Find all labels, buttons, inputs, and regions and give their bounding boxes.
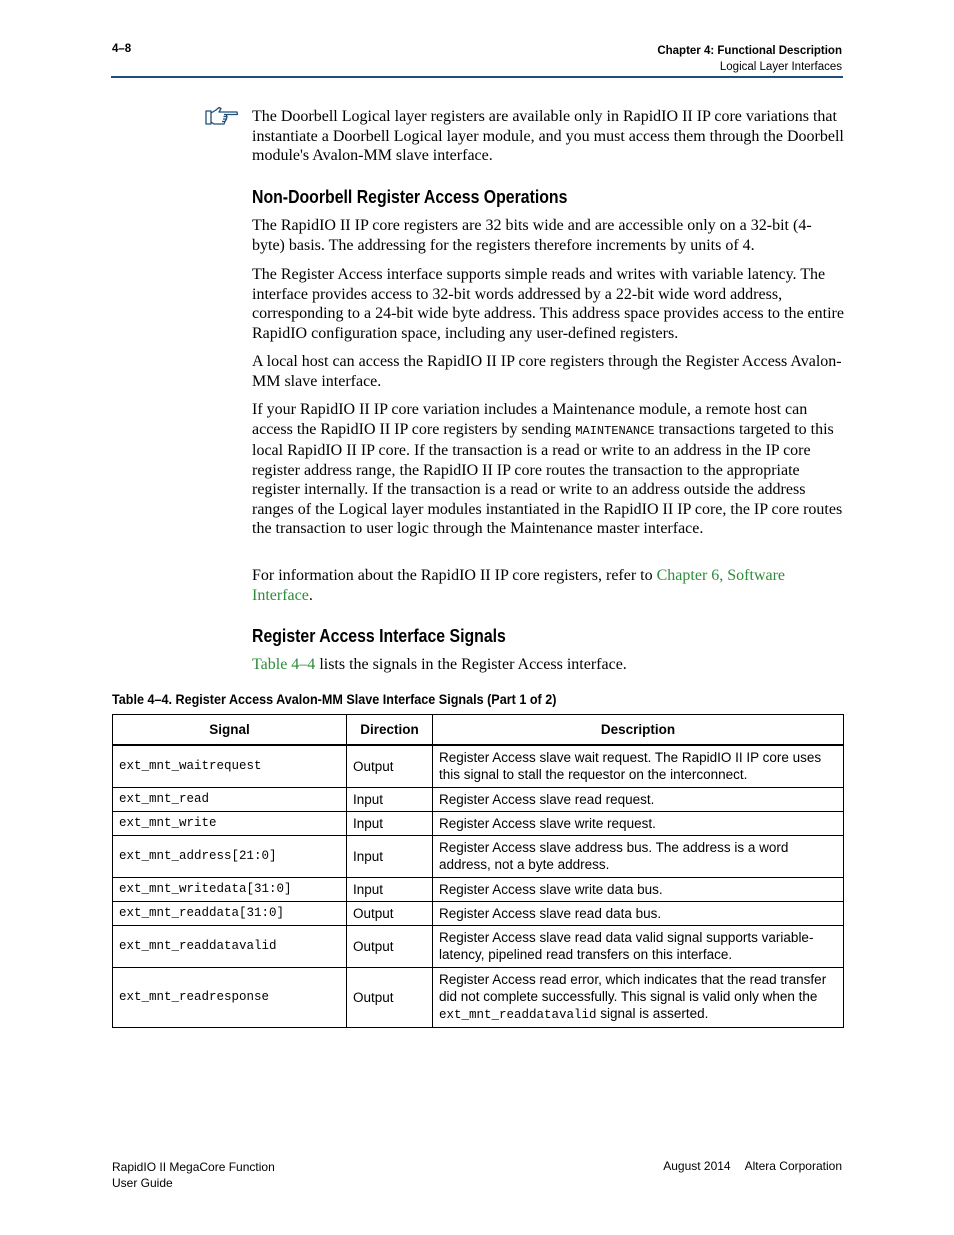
table-row (113, 787, 844, 811)
column-header: Direction (347, 715, 433, 746)
chapter-6-link[interactable]: Chapter 6, Software Interface (252, 567, 786, 604)
description-text: signal is asserted. (596, 1005, 709, 1021)
description-cell: Register Access slave read request. (433, 787, 844, 811)
paragraph (252, 566, 844, 605)
header-rule (111, 76, 843, 78)
paragraph: The Register Access interface supports simple reads and writes with variable latency. The interface provides access to 32-bit words addressed by a 22-bit wide word address, corresponding to a 24-bit wide byte address. This address space provides access to the entire RapidIO configuration space, including any user-defined registers. (252, 266, 844, 342)
footer-date: August 2014 (663, 1159, 731, 1173)
page-number: 4–8 (112, 43, 132, 55)
table-row (113, 835, 844, 877)
description-cell: Register Access slave wait request. The RapidIO II IP core uses this signal to stall the requestor on the interconnect. (433, 745, 844, 787)
table-row (113, 901, 844, 925)
description-text: Register Access read error, which indicates that the read transfer did not complete successfully. This signal is valid only when the (439, 971, 827, 1004)
signal-cell: ext_mnt_address[21:0] (113, 835, 347, 877)
table-row (113, 925, 844, 967)
para-remote-host (252, 400, 844, 539)
direction-cell: Input (347, 811, 433, 835)
paragraph (252, 400, 844, 539)
signal-cell: ext_mnt_readresponse (113, 967, 347, 1027)
footer-doc: User Guide (112, 1176, 173, 1190)
signal-cell: ext_mnt_readdatavalid (113, 925, 347, 967)
direction-cell: Input (347, 877, 433, 901)
paragraph-text: If your RapidIO II IP core variation includes a Maintenance module, a remote host can access the RapidIO II IP core registers by sending (252, 401, 808, 438)
paragraph-text: For information about the RapidIO II IP core registers, refer to (252, 567, 657, 584)
description-cell: Register Access slave write data bus. (433, 877, 844, 901)
pointing-hand-icon (205, 106, 239, 126)
paragraph-text: . (308, 586, 313, 604)
column-header: Description (433, 715, 844, 746)
description-cell: Register Access slave write request. (433, 811, 844, 835)
inline-code: ext_mnt_readdatavalid (439, 1007, 597, 1022)
section-register-signals (252, 626, 844, 647)
table-caption: Table 4–4. Register Access Avalon-MM Slave Interface Signals (Part 1 of 2) (112, 691, 557, 707)
footer-left (112, 1159, 275, 1191)
note-text: The Doorbell Logical layer registers are available only in RapidIO II IP core variations that instantiate a Doorbell Logical layer module, and you must access them through the Doorbell module's Avalon-MM slave interface. (252, 108, 844, 164)
description-cell: Register Access slave read data bus. (433, 901, 844, 925)
chapter-title: Chapter 4: Functional Description (657, 45, 842, 57)
table-row (113, 745, 844, 787)
paragraph: The RapidIO II IP core registers are 32 bits wide and are accessible only on a 32-bit (4-byte) basis. The addressing for the registers therefore increments by units of 4. (252, 217, 812, 254)
note (252, 107, 844, 166)
section-heading: Register Access Interface Signals (252, 626, 506, 646)
direction-cell: Input (347, 835, 433, 877)
column-header: Signal (113, 715, 347, 746)
footer-right (663, 1159, 842, 1173)
signal-cell: ext_mnt_writedata[31:0] (113, 877, 347, 901)
description-cell: Register Access slave read data valid signal supports variable-latency, pipelined read transfers on this interface. (433, 925, 844, 967)
signal-cell: ext_mnt_readdata[31:0] (113, 901, 347, 925)
paragraph-text: lists the signals in the Register Access interface. (315, 656, 627, 673)
footer-company: Altera Corporation (744, 1159, 842, 1173)
description-cell: Register Access slave address bus. The address is a word address, not a byte address. (433, 835, 844, 877)
section-title: Logical Layer Interfaces (719, 61, 842, 73)
signals-table (112, 714, 844, 1028)
section-non-doorbell (252, 187, 844, 208)
footer-product: RapidIO II MegaCore Function (112, 1160, 275, 1174)
para-register-interface (252, 265, 844, 343)
running-header (657, 43, 842, 75)
para-local-host (252, 352, 844, 391)
para-register-width (252, 216, 844, 255)
table-row (113, 967, 844, 1027)
inline-code: MAINTENANCE (575, 423, 655, 438)
direction-cell: Output (347, 745, 433, 787)
paragraph-text: transactions targeted to this local RapidIO II IP core. If the transaction is a read or write to an address in the IP core register address range, the RapidIO II IP core routes the transaction to the appropriate register internally. If the transaction is a read or write to an address outside the address ranges of the Logical layer modules instantiated in the RapidIO II IP core, the IP core routes the transaction to user logic through the Maintenance master interface. (252, 420, 843, 537)
description-cell (433, 967, 844, 1027)
direction-cell: Output (347, 925, 433, 967)
signal-cell: ext_mnt_write (113, 811, 347, 835)
direction-cell: Output (347, 967, 433, 1027)
direction-cell: Output (347, 901, 433, 925)
direction-cell: Input (347, 787, 433, 811)
signal-cell: ext_mnt_waitrequest (113, 745, 347, 787)
para-table-ref (252, 655, 844, 675)
table-row (113, 811, 844, 835)
table-header-row (113, 715, 844, 746)
paragraph: A local host can access the RapidIO II IP core registers through the Register Access Avalon-MM slave interface. (252, 353, 842, 390)
signal-cell: ext_mnt_read (113, 787, 347, 811)
table-row (113, 877, 844, 901)
para-registers-ref (252, 566, 844, 605)
table-4-4-link[interactable]: Table 4–4 (252, 656, 316, 673)
paragraph (252, 655, 844, 675)
section-heading: Non-Doorbell Register Access Operations (252, 187, 568, 207)
